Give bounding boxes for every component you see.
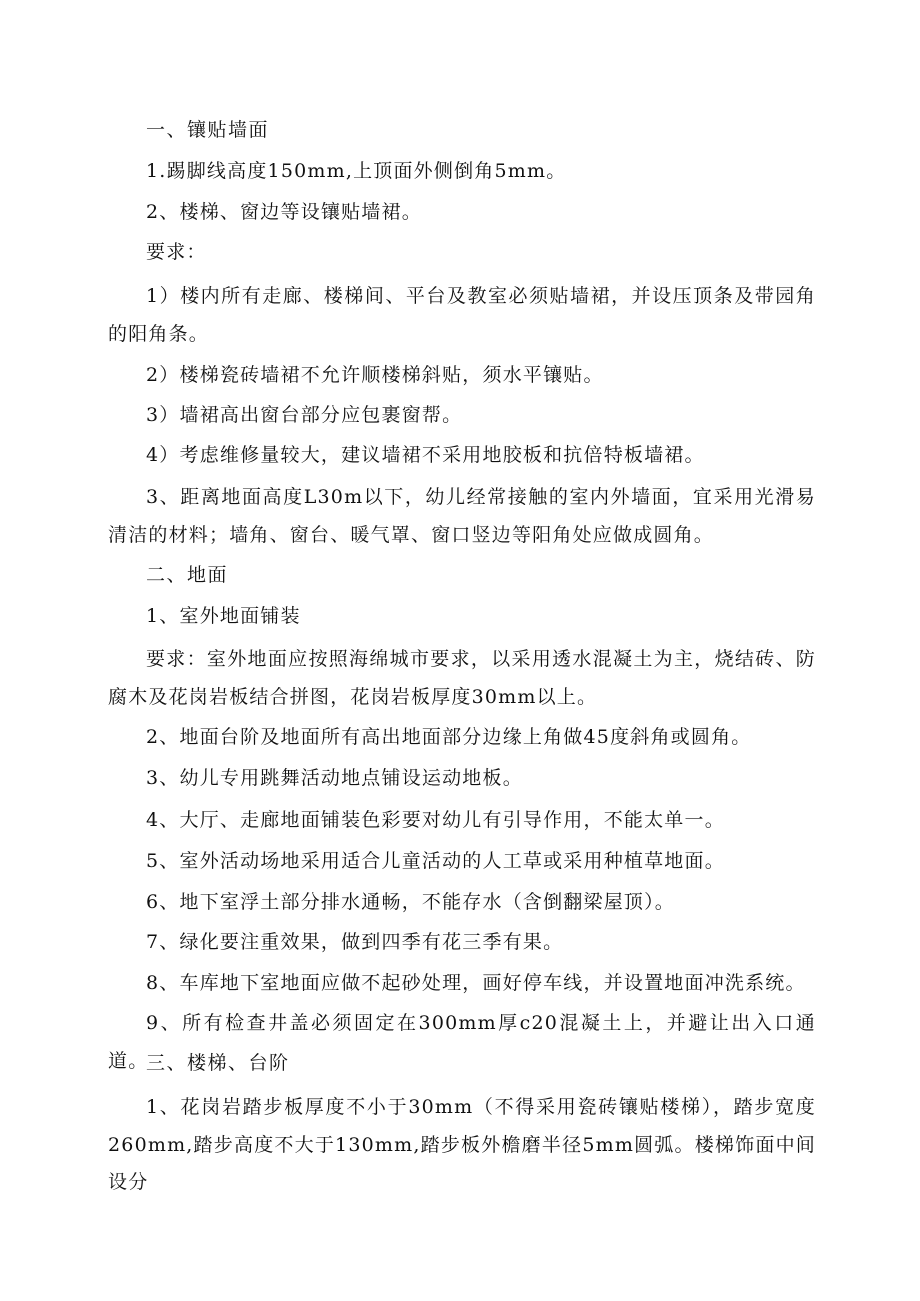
paragraph: 4、大厅、走廊地面铺装色彩要对幼儿有引导作用，不能太单一。 (146, 809, 725, 831)
paragraph: 2、楼梯、窗边等设镶贴墙裙。 (146, 201, 422, 223)
section-heading-stairs: 三、楼梯、台阶 (146, 1052, 290, 1074)
paragraph: 4）考虑维修量较大，建议墙裙不采用地胶板和抗倍特板墙裙。 (146, 444, 705, 466)
paragraph: 2、地面台阶及地面所有高出地面部分边缘上角做45度斜角或圆角。 (146, 726, 752, 748)
requirements-label: 要求： (146, 241, 207, 263)
paragraph: 9、所有检查井盖必须固定在300mm厚c20混凝土上，并避让出入口通道。 (108, 1012, 816, 1072)
paragraph: 3）墙裙高出窗台部分应包裹窗帮。 (146, 404, 463, 426)
paragraph: 8、车库地下室地面应做不起砂处理，画好停车线，并设置地面冲洗系统。 (146, 972, 806, 994)
section-heading-wall-tiling: 一、镶贴墙面 (146, 119, 270, 141)
paragraph: 要求：室外地面应按照海绵城市要求，以采用透水混凝土为主，烧结砖、防腐木及花岗岩板结合拼图，花岗岩板厚度30mm以上。 (108, 648, 816, 708)
paragraph: 2）楼梯瓷砖墙裙不允许顺楼梯斜贴，须水平镶贴。 (146, 364, 604, 386)
paragraph: 3、距离地面高度L30m以下，幼儿经常接触的室内外墙面，宜采用光滑易清洁的材料；墙角、窗台、暖气罩、窗口竖边等阳角处应做成圆角。 (108, 486, 816, 546)
paragraph: 1.踢脚线高度150mm,上顶面外侧倒角5mm。 (146, 160, 567, 182)
paragraph: 1）楼内所有走廊、楼梯间、平台及教室必须贴墙裙，并设压顶条及带园角的阳角条。 (108, 285, 816, 345)
paragraph: 7、绿化要注重效果，做到四季有花三季有果。 (146, 931, 564, 953)
paragraph: 5、室外活动场地采用适合儿童活动的人工草或采用种植草地面。 (146, 850, 725, 872)
subsection-heading: 1、室外地面铺装 (146, 605, 301, 627)
section-heading-floor: 二、地面 (146, 564, 229, 586)
paragraph: 3、幼儿专用跳舞活动地点铺设运动地板。 (146, 767, 523, 789)
paragraph: 1、花岗岩踏步板厚度不小于30mm（不得采用瓷砖镶贴楼梯），踏步宽度260mm,踏步高度不大于130mm,踏步板外檐磨半径5mm圆弧。楼梯饰面中间设分 (108, 1096, 816, 1193)
paragraph: 6、地下室浮土部分排水通畅，不能存水（含倒翻梁屋顶）。 (146, 891, 675, 913)
